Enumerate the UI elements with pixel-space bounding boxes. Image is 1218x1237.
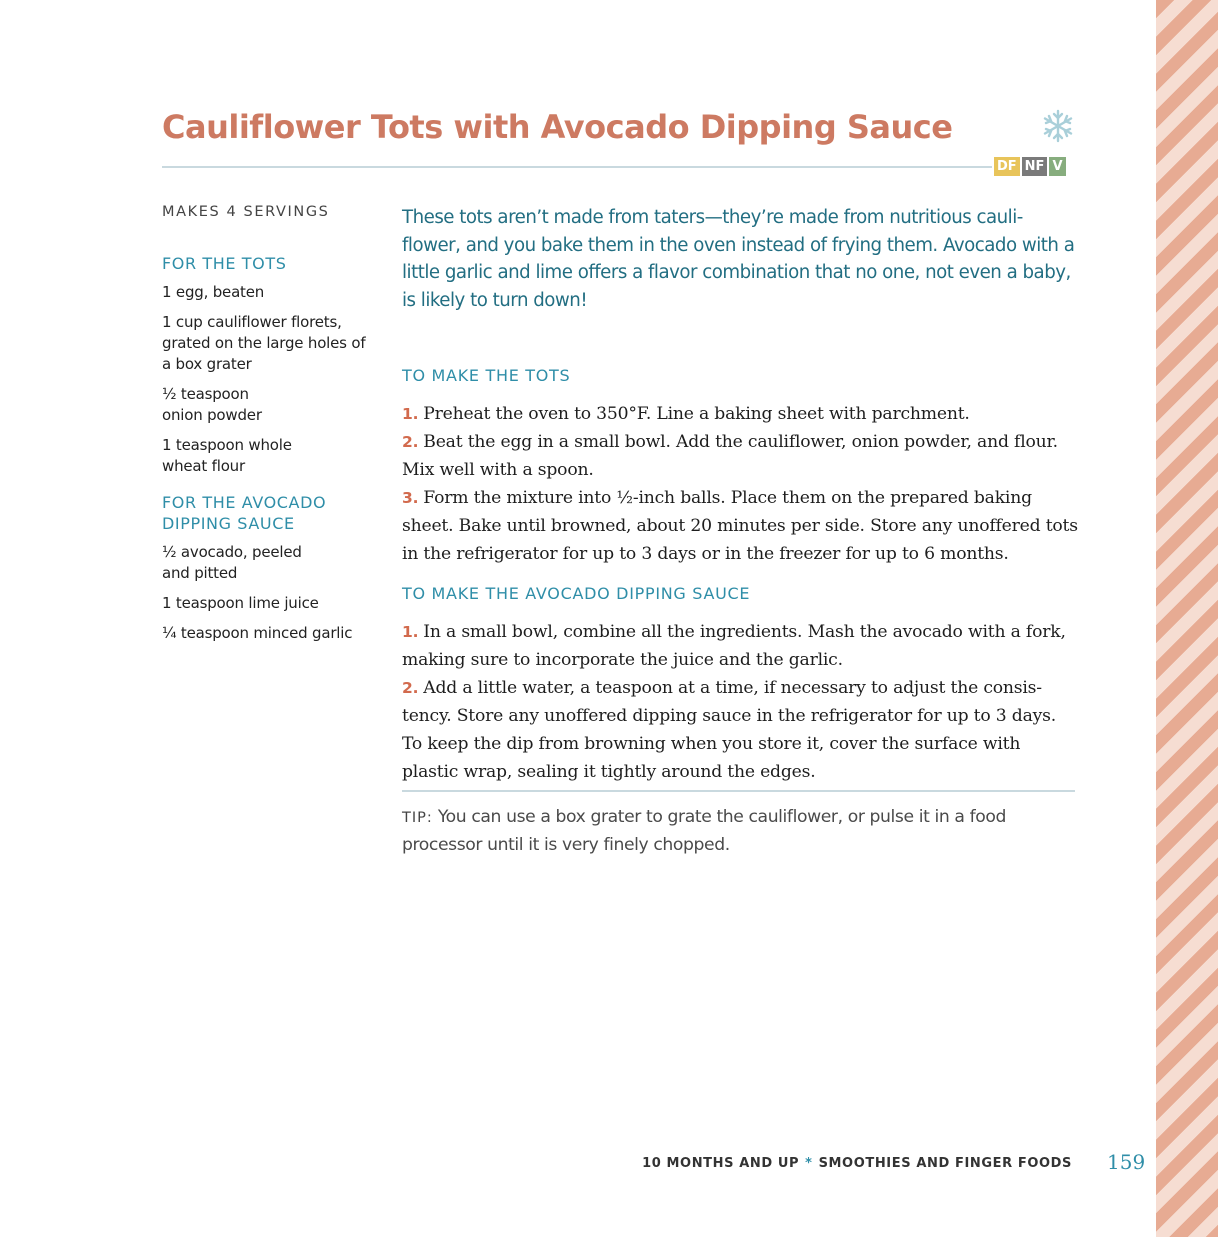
step-text: In a small bowl, combine all the ingredients. Mash the avocado with a fork, making sure to incorporate the juice and the garlic.	[402, 621, 1066, 670]
step-number: 2.	[402, 432, 419, 451]
ingredient-item: ½ teaspoon onion powder	[162, 385, 262, 424]
vegetarian-badge: V	[1049, 157, 1065, 176]
step-text: Beat the egg in a small bowl. Add the cauliflower, onion powder, and flour. Mix well with a spoon.	[402, 431, 1058, 480]
ingredient-item: ½ avocado, peeled and pitted	[162, 543, 302, 582]
sauce-steps	[402, 618, 1078, 786]
tip-label: TIP:	[402, 810, 433, 826]
snowflake-icon	[1040, 108, 1076, 144]
ingredient-item: 1 egg, beaten	[162, 283, 265, 301]
sauce-method-heading: TO MAKE THE AVOCADO DIPPING SAUCE	[402, 583, 751, 603]
recipe-body	[402, 204, 1078, 786]
diet-badges	[994, 157, 1066, 176]
recipe-title: Cauliflower Tots with Avocado Dipping Sauce	[162, 108, 953, 146]
footer-separator: *	[805, 1156, 813, 1171]
tots-method-heading: TO MAKE THE TOTS	[402, 365, 571, 385]
servings-label: MAKES 4 SERVINGS	[162, 204, 330, 220]
tots-steps	[402, 400, 1078, 568]
recipe-tip	[402, 804, 1078, 858]
nut-free-badge: NF	[1022, 157, 1048, 176]
footer-age-section: 10 MONTHS AND UP	[642, 1156, 800, 1171]
ingredient-item: 1 cup cauliflower florets, grated on the large holes of a box grater	[162, 313, 366, 373]
running-footer	[642, 1156, 1072, 1171]
step-item	[402, 674, 1078, 786]
step-text: Form the mixture into ½-inch balls. Place them on the prepared baking sheet. Bake until browned, about 20 minutes per side. Store any unoffered tots in the refrigerator for up to 3 days or in the freezer for up to 6 months.	[402, 487, 1078, 564]
step-number: 1.	[402, 622, 419, 641]
step-number: 3.	[402, 488, 419, 507]
tots-ingredients-heading: FOR THE TOTS	[162, 254, 287, 273]
decorative-stripe-border	[1156, 0, 1218, 1237]
ingredient-item: ¼ teaspoon minced garlic	[162, 624, 353, 642]
step-item	[402, 484, 1078, 568]
recipe-intro: These tots aren’t made from taters—they’re made from nutritious cauli-flower, and you bake them in the oven instead of frying them. Avocado with a little garlic and lime offers a flavor combination that no one, not even a baby, is likely to turn down!	[402, 207, 1075, 312]
step-item	[402, 428, 1078, 484]
step-number: 1.	[402, 404, 419, 423]
page-number: 159	[1107, 1150, 1146, 1174]
step-item	[402, 400, 1078, 428]
step-item	[402, 618, 1078, 674]
step-text: Add a little water, a teaspoon at a time, if necessary to adjust the consis-tency. Store any unoffered dipping sauce in the refrigerator for up to 3 days. To keep the dip from browning when you store it, cover the surface with plastic wrap, sealing it tightly around the edges.	[402, 677, 1057, 782]
title-divider	[162, 166, 992, 168]
step-text: Preheat the oven to 350°F. Line a baking sheet with parchment.	[423, 403, 970, 424]
footer-chapter: SMOOTHIES AND FINGER FOODS	[818, 1156, 1072, 1171]
sauce-ingredients-heading: FOR THE AVOCADO DIPPING SAUCE	[162, 493, 327, 533]
tip-text: You can use a box grater to grate the cauliflower, or pulse it in a food processor until it is very finely chopped.	[402, 807, 1007, 855]
ingredient-item: 1 teaspoon lime juice	[162, 594, 319, 612]
step-number: 2.	[402, 678, 419, 697]
ingredient-item: 1 teaspoon whole wheat flour	[162, 436, 292, 475]
ingredients-sidebar	[162, 204, 372, 653]
tip-divider	[402, 790, 1075, 792]
dairy-free-badge: DF	[994, 157, 1020, 176]
